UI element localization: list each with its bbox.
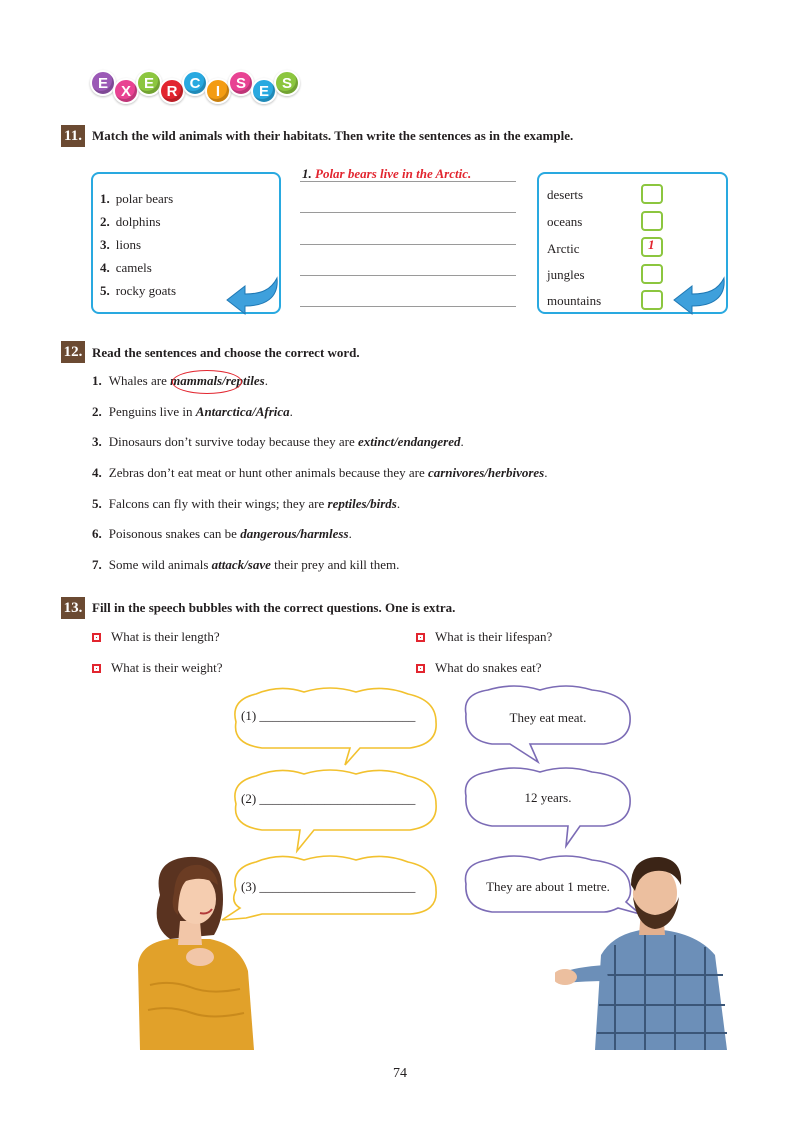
page-number: 74	[393, 1066, 407, 1081]
exercise-11-number: 11.	[61, 125, 85, 147]
banner-letter: E	[251, 78, 277, 104]
question-bubble-1[interactable]: (1) ________________________	[241, 708, 416, 723]
sentence: 3. Dinosaurs don’t survive today because they are extinct/endangered.	[92, 434, 464, 449]
question-option: What is their length?	[92, 629, 220, 645]
exercise-12-title: Read the sentences and choose the correct word.	[92, 345, 360, 360]
sentence: 6. Poisonous snakes can be dangerous/harmless.	[92, 526, 352, 541]
banner-letter: S	[228, 70, 254, 96]
speech-bubble-5	[465, 768, 630, 846]
banner-letter: I	[205, 78, 231, 104]
list-item: 2. dolphins	[100, 214, 161, 229]
banner-letter: R	[159, 78, 185, 104]
speech-bubble-1	[235, 688, 436, 765]
habitat-item: oceans	[547, 214, 583, 229]
habitat-item: Arctic	[547, 241, 580, 256]
sentence: 2. Penguins live in Antarctica/Africa.	[92, 404, 293, 419]
exercise-13-title: Fill in the speech bubbles with the correct questions. One is extra.	[92, 600, 456, 615]
banner-letter: E	[90, 70, 116, 96]
woman-illustration	[130, 855, 260, 1050]
man-illustration	[555, 855, 735, 1050]
list-item: 1. polar bears	[100, 191, 174, 206]
banner-letter: C	[182, 70, 208, 96]
answer-bubble-2: 12 years.	[524, 790, 572, 805]
answer-bubble-3: They are about 1 metre.	[486, 879, 610, 894]
sentence: 4. Zebras don’t eat meat or hunt other animals because they are carnivores/herbivores.	[92, 465, 548, 480]
exercise-12-number: 12.	[61, 341, 85, 363]
question-bubble-3[interactable]: (3) ________________________	[241, 879, 416, 894]
speech-bubble-2	[235, 770, 436, 851]
question-option: What is their lifespan?	[416, 629, 552, 645]
sentence: 1. Whales are mammals/reptiles.	[92, 373, 268, 388]
answer-bubble-1: They eat meat.	[509, 710, 587, 725]
habitat-item: jungles	[547, 267, 585, 282]
sentence: 5. Falcons can fly with their wings; they are reptiles/birds.	[92, 496, 401, 511]
question-option: What do snakes eat?	[416, 660, 541, 676]
exercise-13-number: 13.	[61, 597, 85, 619]
example-sentence: 1. Polar bears live in the Arctic.	[302, 166, 472, 181]
list-item: 5. rocky goats	[100, 283, 177, 298]
sentence: 7. Some wild animals attack/save their prey and kill them.	[92, 557, 400, 572]
question-bubble-2[interactable]: (2) ________________________	[241, 791, 416, 806]
list-item: 3. lions	[100, 237, 142, 252]
banner-letter: S	[274, 70, 300, 96]
banner-letter: X	[113, 78, 139, 104]
exercise-11-title: Match the wild animals with their habitats. Then write the sentences as in the example.	[92, 128, 574, 143]
bracket-answer: 1	[648, 237, 655, 252]
habitat-item: mountains	[547, 293, 602, 308]
banner-letter: E	[136, 70, 162, 96]
list-item: 4. camels	[100, 260, 152, 275]
habitat-item: deserts	[547, 187, 584, 202]
question-option: What is their weight?	[92, 660, 223, 676]
